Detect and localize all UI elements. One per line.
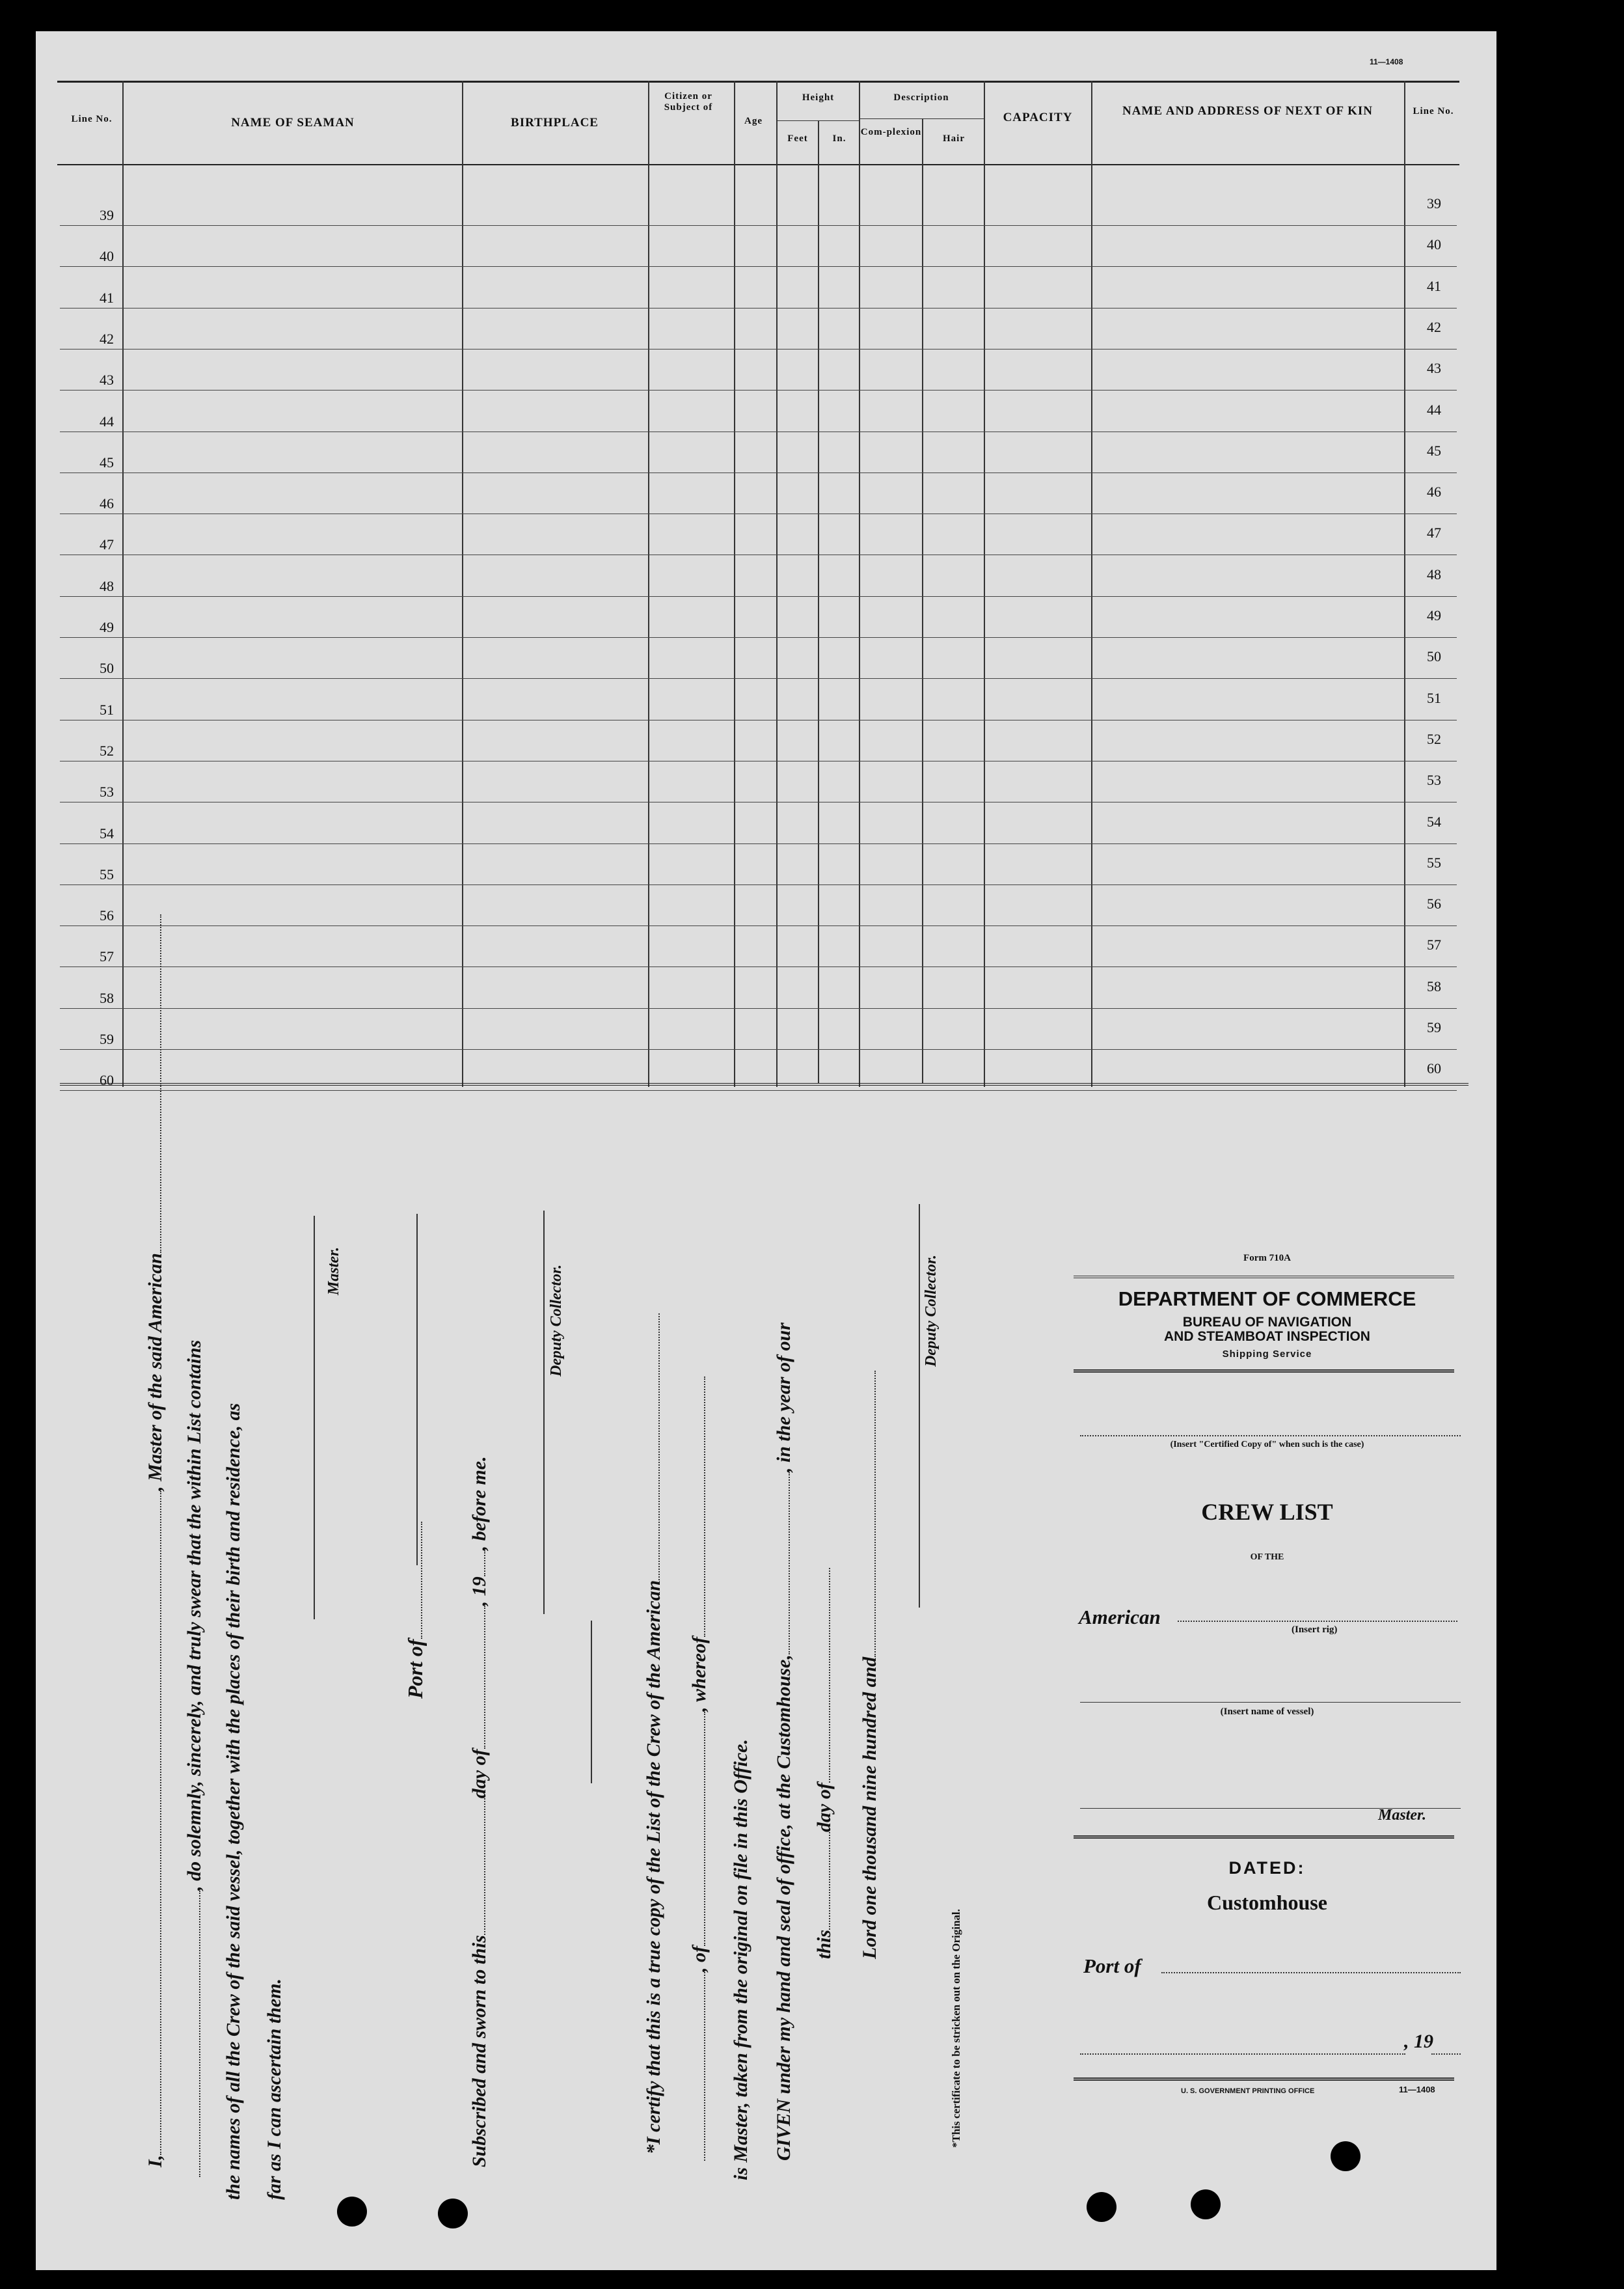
header-line-no: Line No.	[71, 114, 113, 124]
column-divider-7	[984, 81, 985, 1087]
cover-american: American	[1079, 1606, 1161, 1628]
port-blank-line-1	[416, 1214, 418, 1565]
line-number-right: 51	[1427, 689, 1441, 706]
cert-of: , of	[688, 1946, 710, 1972]
separator-rule	[591, 1621, 592, 1783]
header-age: Age	[744, 116, 763, 126]
cert-line-3: is Master, taken from the original on file in this Office.	[730, 1739, 751, 2180]
cover-dated: DATED:	[1228, 1858, 1306, 1878]
line-number-left: 49	[100, 619, 114, 635]
cover-rule-4	[1074, 2077, 1454, 2081]
column-divider-9	[1404, 81, 1405, 1087]
cert-this: this	[813, 1929, 835, 1959]
cert-line-6	[859, 1371, 881, 1959]
header-citizen: Citizen or Subject of	[664, 91, 713, 113]
cover-customhouse: Customhouse	[1207, 1891, 1327, 1914]
subscribed-day-of: day of	[468, 1749, 490, 1799]
cover-top-rule	[1074, 1276, 1454, 1278]
line-number-right: 56	[1427, 896, 1441, 912]
header-complexion: Com-plexion	[860, 127, 922, 137]
line-number-right: 46	[1427, 484, 1441, 500]
table-row-rule	[60, 596, 1457, 597]
line-number-left: 44	[100, 413, 114, 430]
line-number-right: 57	[1427, 937, 1441, 953]
line-number-right: 39	[1427, 195, 1441, 212]
cert-rig-blank	[704, 1972, 705, 2161]
cover-certified-blank	[1080, 1435, 1461, 1436]
oath-master-label: Master.	[325, 1246, 342, 1295]
line-number-left: 52	[100, 742, 114, 759]
table-row-rule	[60, 1090, 1457, 1091]
cert-line-2	[688, 1377, 710, 2161]
cover-port-of: Port of	[1083, 1954, 1141, 1977]
column-divider-2	[462, 81, 463, 1087]
master-signature-line	[314, 1216, 315, 1619]
cert-whereof: , whereof	[688, 1637, 710, 1712]
cert-day-blank	[829, 1832, 830, 1930]
header-birthplace: BIRTHPLACE	[511, 116, 599, 130]
punch-hole-5	[1331, 2141, 1360, 2171]
subscribed-before-me: , before me.	[468, 1456, 490, 1551]
cover-year: , 19	[1404, 2031, 1433, 2052]
cert-text-1: *I certify that this is a true copy of the List of the Crew of the American	[643, 1580, 664, 2154]
line-number-right: 53	[1427, 772, 1441, 789]
deputy-collector-2: Deputy Collector.	[923, 1255, 940, 1367]
oath-port-of-label: Port of	[403, 1639, 427, 1699]
cover-shipping-service: Shipping Service	[1222, 1349, 1312, 1360]
column-divider-4	[734, 81, 735, 1087]
cert-lord-text: Lord one thousand nine hundred and	[859, 1656, 880, 1959]
punch-hole-4	[1191, 2189, 1221, 2219]
line-number-right: 59	[1427, 1019, 1441, 1035]
column-divider-complexion	[922, 118, 923, 1084]
line-number-left: 57	[100, 948, 114, 965]
line-number-left: 46	[100, 495, 114, 512]
cover-master-label: Master.	[1378, 1807, 1427, 1824]
port-blank	[421, 1522, 422, 1639]
punch-hole-1	[337, 2197, 367, 2227]
cover-bureau-2: AND STEAMBOAT INSPECTION	[1164, 1329, 1370, 1344]
oath-line-1	[144, 914, 167, 2167]
table-row-rule	[60, 843, 1457, 844]
column-divider-6	[859, 81, 860, 1087]
cover-rig-blank	[1178, 1621, 1457, 1622]
line-number-right: 50	[1427, 648, 1441, 665]
table-row-rule	[60, 1049, 1457, 1050]
cover-vessel-name-blank	[1080, 1702, 1461, 1703]
cover-of-the: OF THE	[1250, 1552, 1284, 1562]
cert-year-blank	[874, 1371, 876, 1657]
column-divider-1	[122, 81, 124, 1087]
line-number-left: 50	[100, 660, 114, 677]
line-number-right: 42	[1427, 318, 1441, 335]
line-number-left: 58	[100, 989, 114, 1006]
line-number-left: 55	[100, 866, 114, 883]
cert-port-blank-2	[789, 1472, 790, 1654]
cover-year-blank	[1431, 2053, 1461, 2055]
oath-line-3: the names of all the Crew of the said vessel, together with the places of their birth and residence, as	[223, 1403, 244, 2200]
subscribed-year-blank	[484, 1550, 485, 1576]
line-number-left: 59	[100, 1031, 114, 1047]
line-number-right: 43	[1427, 360, 1441, 377]
line-number-left: 53	[100, 784, 114, 801]
cert-line-5	[813, 1568, 835, 1959]
cover-port-blank	[1161, 1972, 1461, 1973]
cover-rule-3	[1074, 1835, 1454, 1839]
cert-master-blank	[704, 1377, 705, 1637]
subscribed-month-blank	[484, 1606, 485, 1749]
cert-vessel-blank	[658, 1313, 660, 1580]
header-next-of-kin: NAME AND ADDRESS OF NEXT OF KIN	[1122, 104, 1373, 118]
line-number-left: 54	[100, 825, 114, 842]
line-number-right: 45	[1427, 442, 1441, 459]
master-name-blank	[160, 1491, 161, 2155]
vessel-name-blank	[199, 1891, 200, 2177]
line-number-right: 41	[1427, 277, 1441, 294]
oath-i: I,	[144, 2154, 166, 2167]
table-row-rule	[60, 390, 1457, 391]
header-name-of-seaman: NAME OF SEAMAN	[231, 116, 355, 130]
header-inches: In.	[832, 133, 846, 144]
table-bottom-border	[60, 1083, 1468, 1086]
cover-insert-rig: (Insert rig)	[1292, 1624, 1338, 1635]
cert-month-blank	[829, 1568, 830, 1783]
column-divider-feet	[818, 120, 819, 1084]
line-number-right: 40	[1427, 236, 1441, 253]
line-number-left: 39	[100, 207, 114, 223]
cover-rule-2	[1074, 1369, 1454, 1373]
line-number-left: 60	[100, 1072, 114, 1089]
header-height: Height	[802, 92, 835, 103]
line-number-right: 60	[1427, 1060, 1441, 1077]
subscribed-year: , 19	[468, 1576, 490, 1606]
cert-line-4	[773, 1323, 795, 2161]
vessel-rig-blank	[160, 914, 161, 1253]
form-code-top: 11—1408	[1370, 57, 1403, 66]
cert-given-text: GIVEN under my hand and seal of office, at the Customhouse,	[773, 1654, 794, 2161]
table-row-rule	[60, 1008, 1457, 1009]
subscribed-text: Subscribed and sworn to this	[468, 1935, 490, 2167]
cover-title: CREW LIST	[1201, 1499, 1333, 1525]
header-hair: Hair	[943, 133, 965, 144]
punch-hole-2	[438, 2199, 468, 2228]
deputy-signature-line-2	[919, 1204, 920, 1608]
line-number-left: 40	[100, 248, 114, 265]
column-divider-8	[1091, 81, 1092, 1087]
cert-line-1	[643, 1313, 665, 2154]
cover-form-number: Form 710A	[1243, 1253, 1291, 1263]
table-row-rule	[60, 225, 1457, 226]
form-sheet	[36, 31, 1496, 2270]
cover-bureau-1: BUREAU OF NAVIGATION	[1182, 1315, 1352, 1330]
punch-hole-3	[1087, 2192, 1116, 2222]
cover-certified-note: (Insert "Certified Copy of" when such is the case)	[1170, 1440, 1364, 1449]
cover-department: DEPARTMENT OF COMMERCE	[1118, 1287, 1416, 1310]
table-row-rule	[60, 678, 1457, 679]
table-row-rule	[60, 349, 1457, 350]
cert-port-blank	[704, 1712, 705, 1946]
deputy-signature-line-1	[543, 1211, 545, 1614]
line-number-left: 45	[100, 454, 114, 471]
cover-code: 11—1408	[1399, 2085, 1435, 2094]
oath-swear-text: , do solemnly, sincerely, and truly swear that the within List contains	[183, 1339, 205, 1891]
line-number-left: 42	[100, 330, 114, 347]
cert-day-of: day of	[813, 1783, 835, 1832]
deputy-collector-1: Deputy Collector.	[548, 1265, 565, 1377]
header-bottom-border	[57, 164, 1459, 165]
oath-subscribed	[468, 1456, 491, 2167]
line-number-left: 48	[100, 577, 114, 594]
certificate-footnote: *This certificate to be stricken out on the Original.	[950, 1909, 962, 2148]
description-subheader-rule	[859, 118, 984, 119]
line-number-left: 47	[100, 536, 114, 553]
table-row-rule	[60, 266, 1457, 267]
subscribed-day-blank	[484, 1798, 485, 1935]
line-number-right: 49	[1427, 607, 1441, 624]
cert-year-of-our: , in the year of our	[773, 1323, 794, 1473]
table-top-border	[57, 81, 1459, 83]
line-number-right: 54	[1427, 813, 1441, 830]
line-number-right: 47	[1427, 525, 1441, 541]
table-row-rule	[60, 925, 1457, 926]
line-number-left: 56	[100, 907, 114, 924]
line-number-right: 48	[1427, 566, 1441, 583]
line-number-right: 55	[1427, 854, 1441, 871]
table-row-rule	[60, 884, 1457, 885]
column-divider-3	[648, 81, 649, 1087]
table-row-rule	[60, 637, 1457, 638]
cover-insert-name: (Insert name of vessel)	[1220, 1706, 1314, 1717]
table-row-rule	[60, 966, 1457, 967]
cover-date-blank	[1080, 2053, 1405, 2055]
line-number-left: 43	[100, 372, 114, 389]
header-description: Description	[893, 92, 949, 103]
line-number-right: 58	[1427, 978, 1441, 994]
line-number-right: 52	[1427, 730, 1441, 747]
oath-port-of	[403, 1522, 427, 1699]
line-number-left: 51	[100, 701, 114, 718]
cover-gpo: U. S. GOVERNMENT PRINTING OFFICE	[1181, 2087, 1315, 2095]
oath-line-4: far as I can ascertain them.	[264, 1978, 285, 2200]
oath-master-of: , Master of the said American	[144, 1253, 166, 1491]
header-feet: Feet	[787, 133, 808, 144]
header-line-no-right: Line No.	[1413, 106, 1454, 117]
line-number-left: 41	[100, 289, 114, 306]
line-number-right: 44	[1427, 401, 1441, 418]
column-divider-5	[776, 81, 778, 1087]
header-capacity: CAPACITY	[1003, 111, 1073, 124]
oath-line-2	[183, 1340, 206, 2177]
